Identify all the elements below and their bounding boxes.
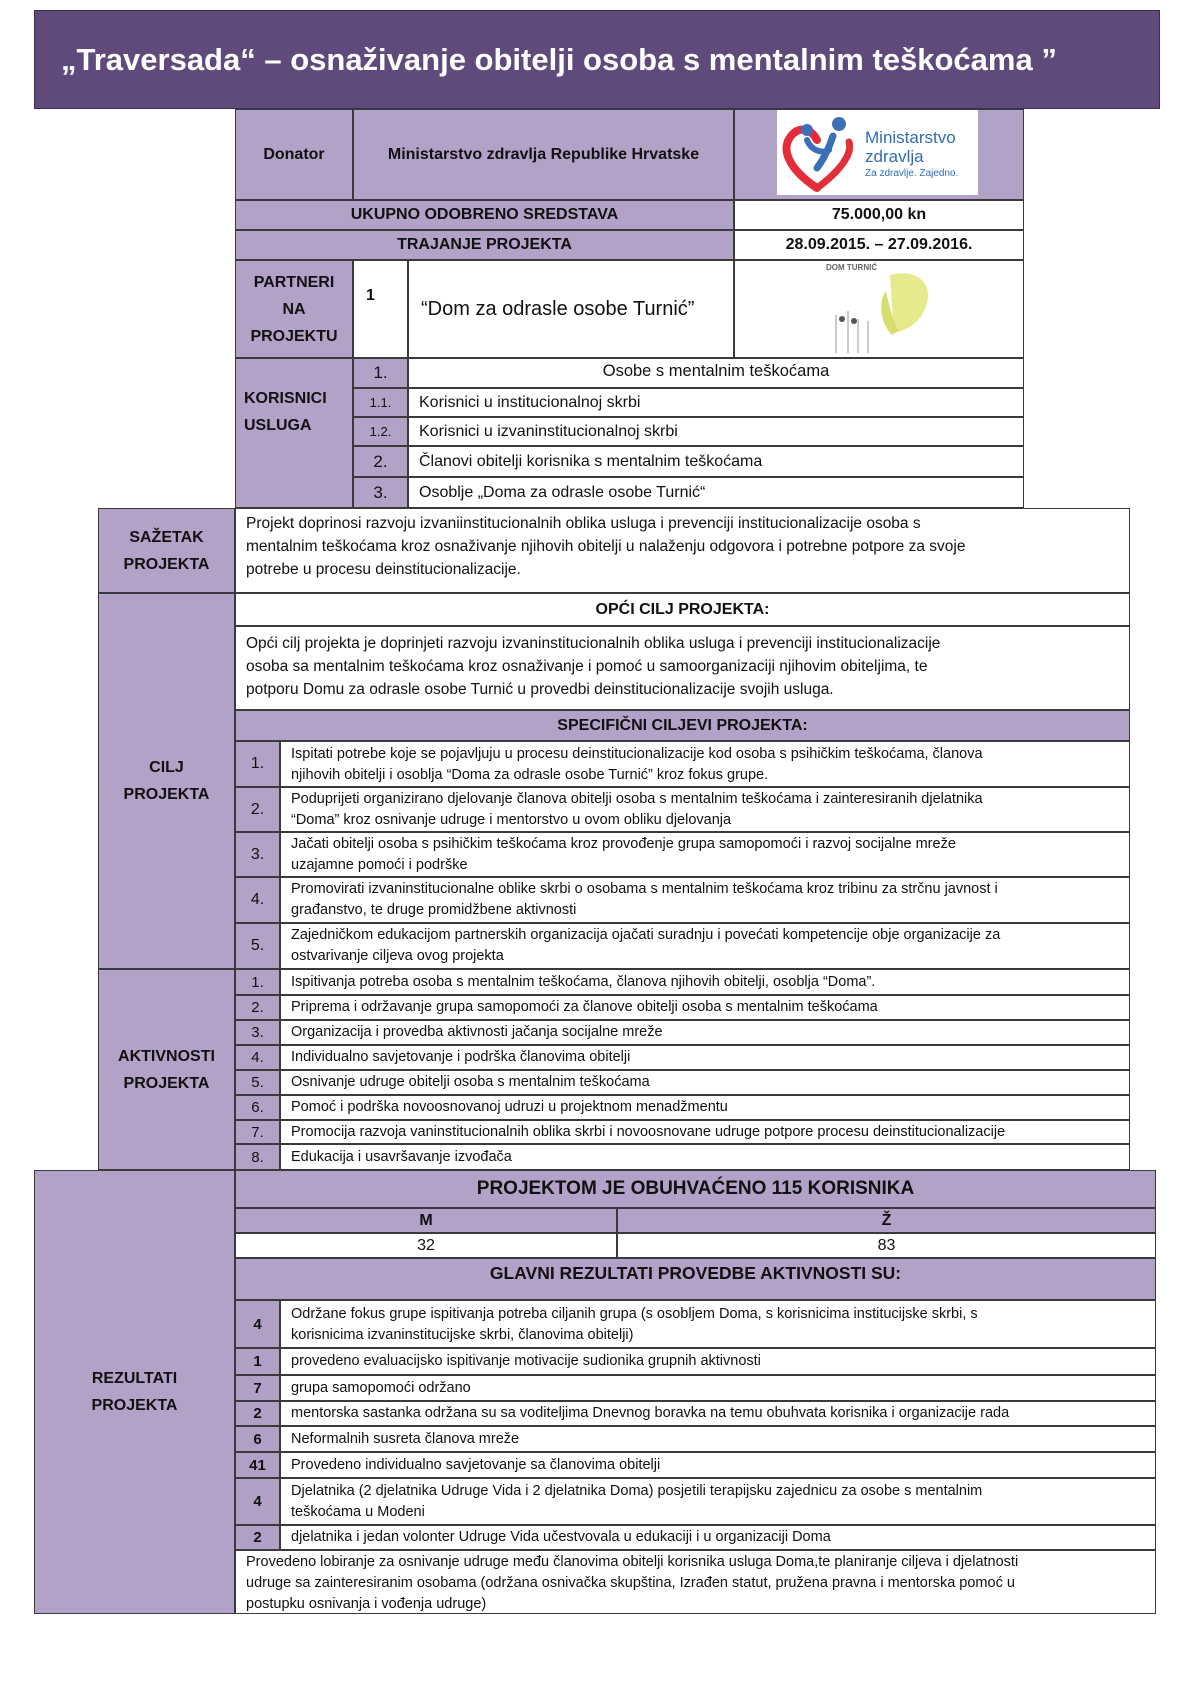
- specific-goal-num: [235, 832, 280, 877]
- beneficiary-num-text: 1.2.: [369, 424, 392, 439]
- activity-text: [280, 1095, 1130, 1120]
- beneficiary-text: [408, 477, 1024, 508]
- beneficiary-num-text: 1.1.: [369, 395, 392, 410]
- partners-label-line1: PARTNERI: [253, 273, 335, 291]
- final-result-line: Provedeno lobiranje za osnivanje udruge među članovima obitelji korisnika usluga Doma,te planiranje ciljeva i djelatnosti: [246, 1554, 1019, 1570]
- heart-logo-icon: [777, 110, 867, 194]
- result-line: Djelatnika (2 djelatnika Udruge Vida i 2 djelatnika Doma) posjetili terapijsku zajednicu za osobe s mentalnim: [291, 1483, 983, 1499]
- activity-num: [235, 1045, 280, 1070]
- beneficiary-text: [408, 388, 1024, 417]
- result-line: Neformalnih susreta članova mreže: [291, 1430, 520, 1447]
- result-line: Provedeno individualno savjetovanje sa članovima obitelji: [291, 1456, 661, 1473]
- male-label: [235, 1208, 617, 1233]
- partner-number: [353, 260, 408, 358]
- beneficiaries-label-line1: KORISNICI: [244, 390, 327, 407]
- result-num: [235, 1478, 280, 1525]
- activity-text-span: Individualno savjetovanje i podrška članovima obitelji: [291, 1049, 631, 1065]
- dom-turnic-logo: [824, 261, 937, 357]
- specific-goal-line: Promovirati izvaninstitucionalne oblike skrbi o osobama s mentalnim teškoćama kroz tribinu za strčnu javnost i: [291, 881, 998, 897]
- donor-name-text: Ministarstvo zdravlja Republike Hrvatske: [387, 146, 700, 163]
- result-line: provedeno evaluacijsko ispitivanje motivacije sudionika grupnih aktivnosti: [291, 1353, 761, 1369]
- result-line: teškoćama u Modeni: [291, 1504, 425, 1520]
- result-num-text: 2: [253, 1529, 262, 1546]
- male-count-text: 32: [417, 1236, 435, 1254]
- goals-label: [98, 593, 235, 969]
- beneficiaries-label: [235, 358, 353, 508]
- activity-text-span: Organizacija i provedba aktivnosti jačanja socijalne mreže: [291, 1024, 663, 1040]
- specific-goal-line: Poduprijeti organizirano djelovanje članova obitelji osoba s mentalnim teškoćama i zainteresiranih djelatnika: [291, 791, 983, 807]
- specific-goal-num-text: 2.: [250, 800, 265, 818]
- activity-text-span: Pomoć i podrška novoosnovanoj udruzi u projektnom menadžmentu: [291, 1099, 728, 1115]
- specific-goal-text: [280, 741, 1130, 787]
- final-result-text: [235, 1550, 1156, 1614]
- partner-name-text: “Dom za odrasle osobe Turnić”: [421, 297, 695, 320]
- dom-turnic-logo-text: DOM TURNIĆ: [826, 263, 878, 272]
- summary-label-line2: PROJEKTA: [123, 555, 210, 573]
- result-text: [280, 1525, 1156, 1550]
- specific-goal-line: Zajedničkom edukacijom partnerskih organizacija ojačati suradnju i povećati kompetencije obje organizacije za: [291, 927, 1001, 943]
- activity-text-span: Promocija razvoja vaninstitucionalnih oblika skrbi i novoosnovane udruge potpore procesu deinstitucionalizacije: [291, 1123, 1006, 1140]
- duration-label: [235, 230, 734, 260]
- beneficiary-num-text: 1.: [373, 363, 388, 382]
- general-goal-header: [235, 593, 1130, 626]
- general-goal-text: [235, 626, 1130, 710]
- beneficiary-text-span: Osobe s mentalnim teškoćama: [602, 362, 830, 380]
- result-line: grupa samopomoći održano: [291, 1379, 471, 1396]
- result-num: [235, 1375, 280, 1401]
- ministry-logo-line1: Ministarstvo: [865, 128, 956, 147]
- result-line: djelatnika i jedan volonter Udruge Vida učestvovala u edukaciji i u organizaciji Doma: [291, 1529, 831, 1545]
- main-results-header-text: GLAVNI REZULTATI PROVEDBE AKTIVNOSTI SU:: [489, 1263, 902, 1283]
- activity-num: [235, 1095, 280, 1120]
- result-text: [280, 1348, 1156, 1375]
- beneficiary-num-text: 2.: [373, 451, 388, 471]
- activity-num-text: 7.: [251, 1123, 264, 1141]
- result-line: korisnicima izvaninstitucijske skrbi, članovima obitelji): [291, 1327, 634, 1343]
- goals-label-line2: PROJEKTA: [123, 786, 210, 803]
- activity-text: [280, 995, 1130, 1020]
- specific-goal-num: [235, 741, 280, 787]
- result-num: [235, 1426, 280, 1452]
- activity-num: [235, 1144, 280, 1170]
- activity-num-text: 2.: [251, 999, 264, 1016]
- specific-goal-line: “Doma” kroz osnivanje udruge i mentorstvo u ovom obliku djelovanja: [291, 812, 732, 828]
- final-result-line: udruge sa zainteresiranim osobama (održana osnivačka skupština, Izrađen statut, pružena pravna i mentorska pomoć u: [246, 1575, 1015, 1591]
- donor-label-text: Donator: [263, 146, 325, 163]
- funds-label-text: UKUPNO ODOBRENO SREDSTAVA: [350, 206, 619, 223]
- specific-goal-line: Jačati obitelji osoba s psihičkim teškoćama kroz provođenje grupa samopomoći i razvoj socijalne mreže: [291, 836, 956, 852]
- funds-value: [734, 200, 1024, 230]
- activity-num: [235, 969, 280, 995]
- funds-value-text: 75.000,00 kn: [831, 206, 927, 223]
- activity-num-text: 1.: [251, 973, 264, 991]
- female-label-text: Ž: [881, 1211, 892, 1229]
- specific-goal-num: [235, 787, 280, 832]
- duration-label-text: TRAJANJE PROJEKTA: [397, 236, 572, 253]
- activity-text: [280, 1070, 1130, 1095]
- activity-num: [235, 1070, 280, 1095]
- partner-name: [408, 260, 734, 358]
- activity-text: [280, 1045, 1130, 1070]
- result-text: [280, 1300, 1156, 1348]
- partners-label-line3: PROJEKTU: [250, 327, 338, 345]
- beneficiary-text-span: Članovi obitelji korisnika s mentalnim teškoćama: [419, 453, 763, 470]
- activities-label-line1: AKTIVNOSTI: [118, 1047, 215, 1065]
- activity-num-text: 8.: [251, 1148, 264, 1166]
- covered-header-text: PROJEKTOM JE OBUHVAĆENO 115 KORISNIKA: [476, 1178, 915, 1199]
- ministry-logo-line2: zdravlja: [865, 147, 924, 166]
- activities-label: [98, 969, 235, 1170]
- specific-goals-header-text: SPECIFIČNI CILJEVI PROJEKTA:: [557, 716, 808, 734]
- specific-goal-num-text: 5.: [250, 937, 265, 954]
- duration-value: [734, 230, 1024, 260]
- page-title: „Traversada“ – osnaživanje obitelji osoba s mentalnim teškoćama ”: [61, 41, 1057, 77]
- butterfly-logo-icon: [824, 261, 937, 357]
- specific-goals-header: [235, 710, 1130, 741]
- result-num-text: 7: [253, 1379, 262, 1397]
- specific-goal-text: [280, 877, 1130, 923]
- final-result-line: postupku osnivanja i vođenja udruge): [246, 1596, 487, 1612]
- result-text: [280, 1452, 1156, 1478]
- beneficiary-text-span: Osoblje „Doma za odrasle osobe Turnić“: [419, 484, 706, 501]
- summary-line: mentalnim teškoćama kroz osnaživanje njihovih obitelji u nalaženju odgovora i potrebne potpore za svoje: [246, 538, 966, 555]
- specific-goal-num-text: 4.: [250, 891, 265, 908]
- donor-logo-cell: [734, 109, 1024, 200]
- summary-text: [235, 508, 1130, 593]
- specific-goal-text: [280, 923, 1130, 969]
- activity-text-span: Ispitivanja potreba osoba s mentalnim teškoćama, članova njihovih obitelji, osoblja “Doma”.: [291, 973, 876, 990]
- result-num: [235, 1452, 280, 1478]
- partners-label-line2: NA: [282, 300, 306, 318]
- donor-name: [353, 109, 734, 200]
- donor-label: [235, 109, 353, 200]
- beneficiary-text-span: Korisnici u institucionalnoj skrbi: [419, 394, 641, 411]
- activities-label-line2: PROJEKTA: [123, 1074, 210, 1092]
- activity-text: [280, 1120, 1130, 1144]
- beneficiary-num: [353, 446, 408, 477]
- result-num-text: 4: [253, 1493, 262, 1510]
- beneficiary-text: [408, 446, 1024, 477]
- beneficiary-num-text: 3.: [373, 482, 388, 502]
- specific-goal-text: [280, 832, 1130, 877]
- activity-num-text: 4.: [251, 1049, 264, 1066]
- beneficiary-text: [408, 417, 1024, 446]
- activity-num: [235, 1020, 280, 1045]
- activity-text-span: Edukacija i usavršavanje izvođača: [291, 1148, 512, 1165]
- results-label-line1: REZULTATI: [91, 1370, 178, 1387]
- activity-num-text: 3.: [251, 1024, 264, 1041]
- specific-goal-text: [280, 787, 1130, 832]
- result-num: [235, 1348, 280, 1375]
- result-num: [235, 1401, 280, 1426]
- general-goal-line: Opći cilj projekta je doprinjeti razvoju izvaninstitucionalnih oblika usluga i prevenciji institucionalizacije: [246, 635, 941, 652]
- female-label: [617, 1208, 1156, 1233]
- result-line: Održane fokus grupe ispitivanja potreba ciljanih grupa (s osobljem Doma, s korisnicima institucijske skrbi, s: [291, 1306, 978, 1322]
- summary-line: potrebe u procesu deinstitucionalizacije.: [246, 561, 521, 578]
- general-goal-line: osoba sa mentalnim teškoćama kroz osnaživanje i pomoć u samoorganizaciji njihovim obiteljima, te: [246, 658, 928, 675]
- activity-num-text: 5.: [251, 1074, 264, 1091]
- summary-label-line1: SAŽETAK: [129, 528, 204, 546]
- main-results-header: [235, 1258, 1156, 1300]
- activity-text: [280, 1144, 1130, 1170]
- result-text: [280, 1401, 1156, 1426]
- page-title-bar: [34, 10, 1160, 109]
- partners-label: [235, 260, 353, 358]
- beneficiary-num: [353, 388, 408, 417]
- partner-number-text: 1: [366, 287, 375, 304]
- beneficiary-text-span: Korisnici u izvaninstitucionalnoj skrbi: [419, 423, 678, 440]
- result-num: [235, 1300, 280, 1348]
- activity-num-text: 6.: [251, 1099, 264, 1116]
- female-count: [617, 1233, 1156, 1258]
- funds-label: [235, 200, 734, 230]
- activity-text: [280, 969, 1130, 995]
- result-text: [280, 1426, 1156, 1452]
- activity-text-span: Priprema i održavanje grupa samopomoći za članove obitelji osoba s mentalnim teškoćama: [291, 999, 878, 1015]
- covered-header: [235, 1170, 1156, 1208]
- summary-label: [98, 508, 235, 593]
- result-num-text: 41: [249, 1456, 266, 1474]
- result-num-text: 6: [253, 1430, 262, 1448]
- partner-logo-cell: [734, 260, 1024, 358]
- results-label-line2: PROJEKTA: [91, 1397, 178, 1414]
- specific-goal-line: ostvarivanje ciljeva ovog projekta: [291, 948, 504, 964]
- specific-goal-line: Ispitati potrebe koje se pojavljuju u procesu deinstitucionalizacije kod osoba s psihičkim teškoćama, članova: [291, 746, 983, 762]
- result-num-text: 4: [253, 1315, 262, 1333]
- activity-text-span: Osnivanje udruge obitelji osoba s mentalnim teškoćama: [291, 1074, 650, 1090]
- duration-value-text: 28.09.2015. – 27.09.2016.: [785, 236, 973, 253]
- result-text: [280, 1375, 1156, 1401]
- specific-goal-num-text: 1.: [250, 755, 265, 772]
- specific-goal-line: njihovih obitelji i osoblja “Doma za odrasle osobe Turnić” kroz fokus grupe.: [291, 767, 769, 783]
- general-goal-header-text: OPĆI CILJ PROJEKTA:: [595, 600, 770, 618]
- activity-num: [235, 1120, 280, 1144]
- female-count-text: 83: [877, 1236, 896, 1254]
- goals-label-line1: CILJ: [149, 759, 184, 776]
- result-num-text: 2: [253, 1405, 262, 1422]
- ministry-logo: [777, 110, 978, 195]
- beneficiaries-label-line2: USLUGA: [244, 417, 312, 434]
- result-text: [280, 1478, 1156, 1525]
- specific-goal-num-text: 3.: [250, 845, 265, 863]
- result-num: [235, 1525, 280, 1550]
- activity-num: [235, 995, 280, 1020]
- specific-goal-line: građanstvo, te druge promidžbene aktivnosti: [291, 902, 577, 918]
- summary-line: Projekt doprinosi razvoju izvaniinstitucionalnih oblika usluga i prevenciji institucionalizacije osoba s: [246, 515, 921, 532]
- general-goal-line: potporu Domu za odrasle osobe Turnić u provedbi deinstitucionalizacije svojih usluga.: [246, 681, 834, 698]
- results-label: [34, 1170, 235, 1614]
- specific-goal-num: [235, 877, 280, 923]
- beneficiary-num: [353, 477, 408, 508]
- specific-goal-num: [235, 923, 280, 969]
- activity-text: [280, 1020, 1130, 1045]
- specific-goal-line: uzajamne pomoći i podrške: [291, 857, 468, 873]
- male-count: [235, 1233, 617, 1258]
- result-num-text: 1: [253, 1353, 262, 1370]
- beneficiary-num: [353, 358, 408, 388]
- beneficiary-num: [353, 417, 408, 446]
- male-label-text: M: [419, 1211, 433, 1229]
- beneficiary-text: [408, 358, 1024, 388]
- ministry-logo-slogan: Za zdravlje. Zajedno.: [865, 168, 959, 179]
- result-line: mentorska sastanka održana su sa voditeljima Dnevnog boravka na temu obuhvata korisnika i organizacije rada: [291, 1405, 1010, 1421]
